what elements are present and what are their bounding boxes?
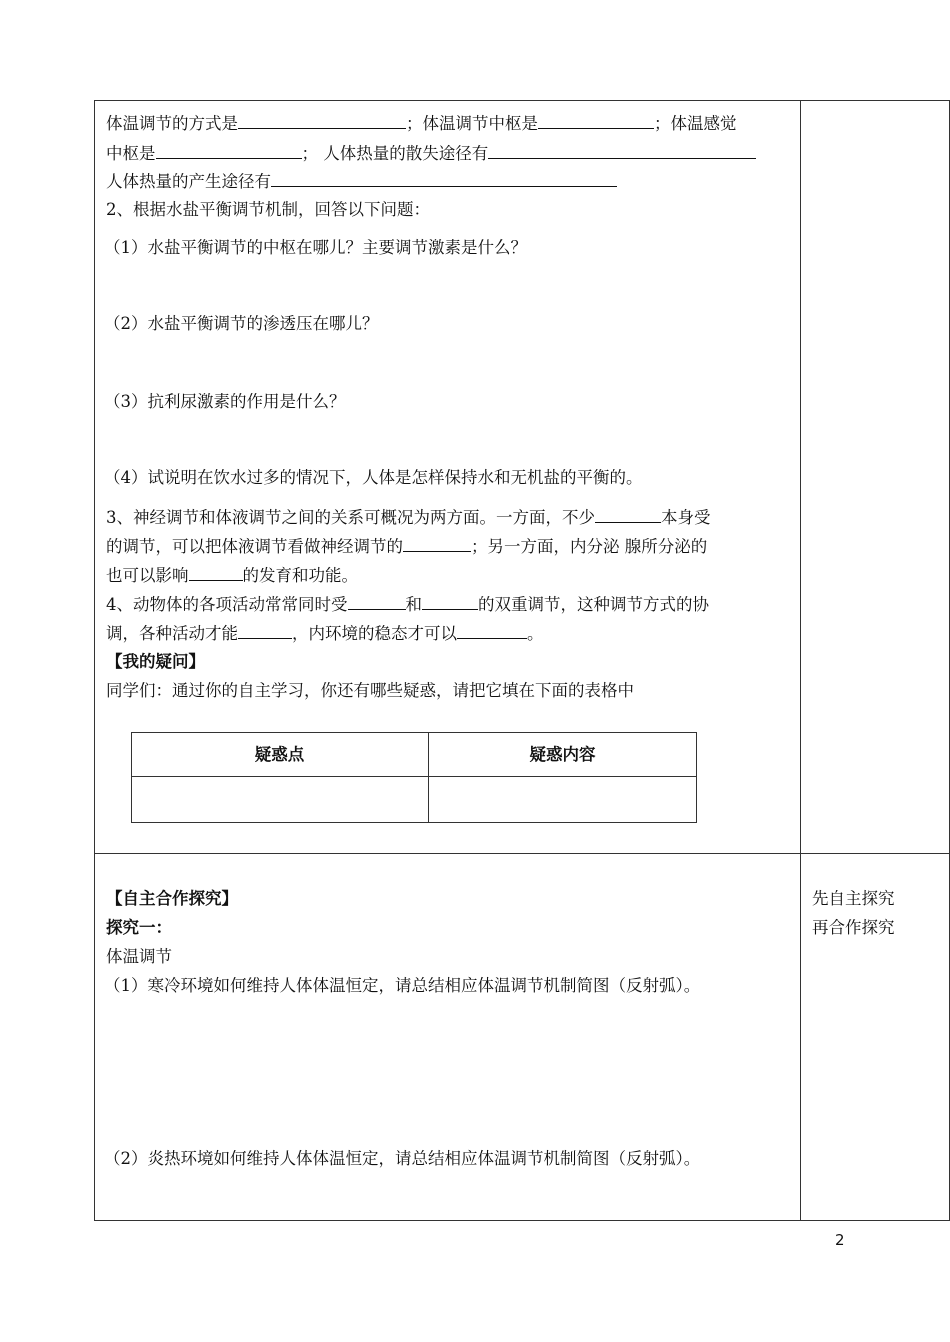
fill-blank [595,506,661,523]
page-number: 2 [835,1231,845,1249]
question-3-line-2 [106,535,707,558]
fill-blank [457,622,527,639]
row-divider [94,853,950,854]
text-fragment: ；体温感觉 [654,114,737,133]
text-fragment: 的双重调节，这种调节方式的协 [478,595,709,614]
doubt-instruction: 同学们：通过你的自主学习，你还有哪些疑惑，请把它填在下面的表格中 [106,681,634,700]
fill-blank [238,622,292,639]
text-fragment: ，内环境的稳态才可以 [292,624,457,643]
question-2-2: （2）水盐平衡调节的渗透压在哪儿？ [104,314,379,333]
exploration-one-label: 探究一： [106,918,172,937]
fill-blank [538,112,654,129]
exploration-topic: 体温调节 [106,947,172,966]
doubt-table-cell-content[interactable] [429,777,696,822]
text-fragment: 也可以影响 [106,566,189,585]
text-fragment: 本身受 [661,508,711,527]
text-fragment: 人体热量的产生途径有 [106,172,271,191]
fill-blank [422,593,478,610]
doubt-table-header-content: 疑惑内容 [529,745,596,764]
doubt-table-cell-point[interactable] [132,777,427,822]
temperature-regulation-line-1 [106,112,737,135]
fill-blank [348,593,406,610]
fill-blank [271,170,617,187]
question-3-line-3 [106,564,358,587]
question-2-4: （4）试说明在饮水过多的情况下，人体是怎样保持水和无机盐的平衡的。 [104,468,643,487]
question-4-line-2 [106,622,544,645]
fill-blank [189,564,243,581]
side-note-line-1: 先自主探究 [812,889,895,908]
question-4-line-1 [106,593,709,616]
question-3-line-1 [106,506,711,529]
text-fragment: 3、神经调节和体液调节之间的关系可概况为两方面。一方面，不少 [106,508,595,527]
text-fragment: 4、动物体的各项活动常常同时受 [106,595,348,614]
text-fragment: 。 [527,624,544,643]
column-divider [800,100,801,1221]
text-fragment: ； 人体热量的散失途径有 [301,144,489,163]
text-fragment: 和 [405,595,422,614]
fill-blank [156,142,302,159]
side-note-line-2: 再合作探究 [812,918,895,937]
exploration-question-2: （2）炎热环境如何维持人体体温恒定，请总结相应体温调节机制简图（反射弧）。 [104,1149,701,1168]
text-fragment: 中枢是 [106,144,156,163]
fill-blank [488,142,756,159]
worksheet-table [94,100,950,1221]
doubt-table-header-point: 疑惑点 [254,745,305,764]
text-fragment: 的调节，可以把体液调节看做神经调节的 [106,537,403,556]
text-fragment: 体温调节的方式是 [106,114,238,133]
question-2: 2、根据水盐平衡调节机制，回答以下问题： [106,200,430,219]
text-fragment: ；另一方面，内分泌 腺所分泌的 [471,537,708,556]
text-fragment: ；体温调节中枢是 [406,114,538,133]
temperature-regulation-line-2 [106,142,756,165]
text-fragment: 调，各种活动才能 [106,624,238,643]
temperature-regulation-line-3 [106,170,617,193]
text-fragment: 的发育和功能。 [242,566,358,585]
cooperative-exploration-heading: 【自主合作探究】 [106,889,238,908]
fill-blank [238,112,406,129]
exploration-question-1: （1）寒冷环境如何维持人体体温恒定，请总结相应体温调节机制简图（反射弧）。 [104,976,701,995]
doubt-heading: 【我的疑问】 [106,652,205,671]
fill-blank [403,535,471,552]
question-2-3: （3）抗利尿激素的作用是什么？ [104,392,346,411]
question-2-1: （1）水盐平衡调节的中枢在哪儿？主要调节激素是什么？ [104,238,527,257]
